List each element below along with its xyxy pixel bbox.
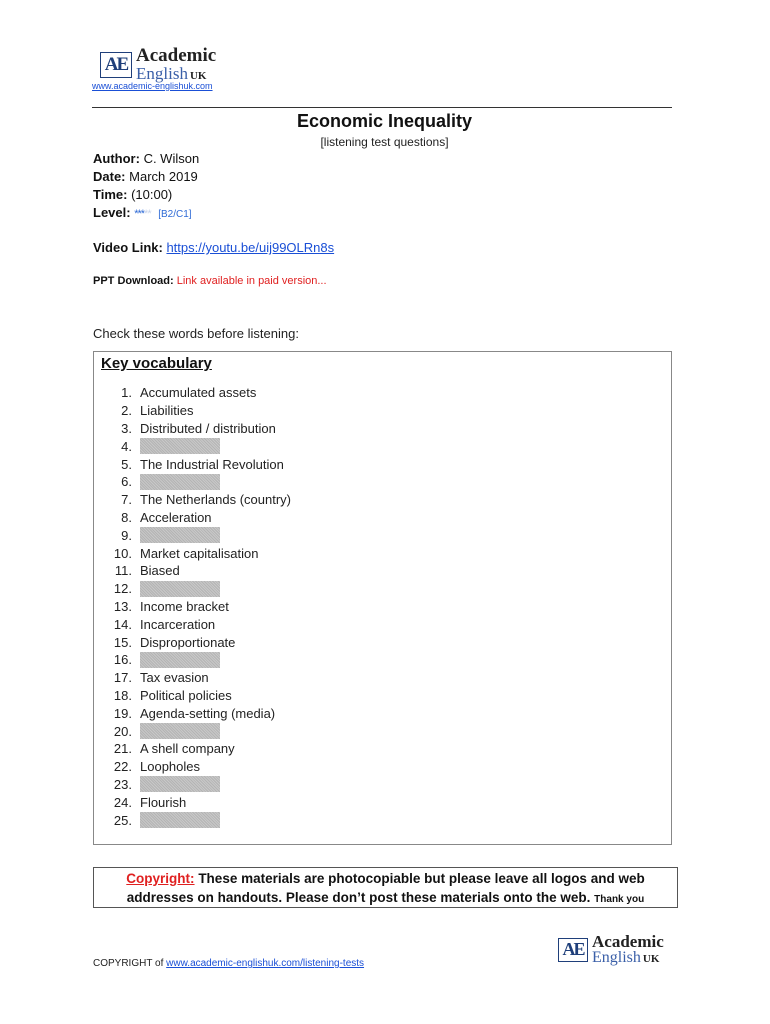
- list-item-term: A shell company: [140, 741, 235, 757]
- key-vocabulary-box: [93, 351, 672, 845]
- list-item-number: 11.: [114, 563, 132, 579]
- redacted-term: [140, 652, 220, 668]
- copyright-label: Copyright:: [126, 871, 195, 886]
- list-item: [94, 402, 671, 420]
- list-item: [94, 793, 671, 811]
- redacted-term: [140, 723, 220, 739]
- list-item: [94, 491, 671, 509]
- list-item-number: 22.: [113, 759, 132, 775]
- list-item-number: 13.: [113, 598, 132, 614]
- list-item: [94, 651, 671, 669]
- level-stars-filled: ***: [134, 208, 145, 220]
- list-item-term: The Netherlands (country): [140, 492, 292, 508]
- list-item-number: 4.: [121, 438, 132, 454]
- list-item: [94, 811, 671, 829]
- vocabulary-heading: Key vocabulary: [101, 355, 212, 372]
- video-label: Video Link:: [93, 240, 163, 255]
- list-item-term: Income bracket: [140, 598, 229, 614]
- list-item-term: Biased: [140, 563, 180, 579]
- list-item: [94, 740, 671, 758]
- list-item-number: 15.: [113, 634, 132, 650]
- list-item: [94, 384, 671, 402]
- level-value: [B2/C1]: [158, 209, 192, 220]
- logo-line1: Academic: [136, 45, 217, 66]
- time-value: (10:00): [131, 187, 173, 202]
- list-item-term: Accumulated assets: [140, 385, 257, 401]
- list-item-term: Acceleration: [140, 509, 212, 525]
- logo-line2: English: [592, 949, 641, 966]
- logo-mark: AE: [100, 52, 132, 78]
- list-item: [94, 704, 671, 722]
- list-item: [94, 455, 671, 473]
- list-item-term: Political policies: [140, 687, 232, 703]
- list-item: [94, 598, 671, 616]
- date-line: [93, 169, 198, 184]
- logo-line1: Academic: [592, 932, 664, 951]
- list-item-number: 21.: [113, 741, 132, 757]
- date-value: March 2019: [129, 169, 198, 184]
- list-item-number: 25.: [113, 812, 132, 828]
- list-item: [94, 580, 671, 598]
- list-item-number: 14.: [113, 616, 132, 632]
- list-item: [94, 615, 671, 633]
- redacted-term: [140, 812, 220, 828]
- list-item: [94, 420, 671, 438]
- redacted-term: [140, 527, 220, 543]
- list-item-number: 5.: [121, 456, 132, 472]
- level-stars-empty: **: [144, 208, 151, 220]
- list-item-number: 16.: [113, 652, 132, 668]
- list-item-term: Loopholes: [140, 759, 200, 775]
- list-item-number: 12.: [113, 581, 132, 597]
- level-label: Level:: [93, 205, 131, 220]
- list-item: [94, 758, 671, 776]
- author-label: Author:: [93, 151, 140, 166]
- academic-english-logo: [100, 46, 216, 83]
- logo-line2: English: [136, 64, 188, 83]
- list-item-number: 20.: [113, 723, 132, 739]
- list-item-number: 17.: [113, 670, 132, 686]
- list-item-number: 10.: [113, 545, 132, 561]
- list-item-term: Flourish: [140, 794, 187, 810]
- page-title: Economic Inequality: [296, 111, 473, 131]
- logo-uk: UK: [189, 70, 207, 82]
- ppt-line: [93, 275, 327, 287]
- logo-uk: UK: [642, 953, 660, 965]
- list-item: [94, 669, 671, 687]
- list-item: [94, 509, 671, 527]
- list-item-number: 8.: [121, 509, 132, 525]
- list-item: [94, 437, 671, 455]
- list-item: [94, 633, 671, 651]
- redacted-term: [140, 776, 220, 792]
- list-item: [94, 722, 671, 740]
- ppt-value: Link available in paid version...: [176, 275, 327, 287]
- list-item-number: 18.: [113, 687, 132, 703]
- list-item: [94, 687, 671, 705]
- list-item-term: Market capitalisation: [140, 545, 259, 561]
- footer: [93, 958, 364, 969]
- list-item-number: 7.: [121, 492, 132, 508]
- author-line: [93, 151, 199, 166]
- redacted-term: [140, 581, 220, 597]
- list-item-number: 6.: [121, 474, 132, 490]
- level-line: [93, 205, 192, 220]
- list-item: [94, 473, 671, 491]
- list-item-term: The Industrial Revolution: [140, 456, 284, 472]
- site-link[interactable]: www.academic-englishuk.com: [92, 81, 213, 91]
- footer-link[interactable]: www.academic-englishuk.com/listening-tests: [166, 958, 365, 969]
- list-item-number: 1.: [121, 385, 132, 401]
- intro-text: Check these words before listening:: [93, 326, 299, 341]
- list-item: [94, 562, 671, 580]
- redacted-term: [140, 438, 220, 454]
- ppt-label: PPT Download:: [93, 275, 174, 287]
- video-line: [93, 240, 334, 255]
- author-value: C. Wilson: [143, 151, 200, 166]
- list-item-term: Tax evasion: [140, 670, 209, 686]
- list-item-number: 3.: [121, 420, 132, 436]
- list-item: [94, 526, 671, 544]
- header-rule: [92, 107, 672, 108]
- vocabulary-list: [94, 384, 671, 829]
- academic-english-logo-footer: [558, 933, 664, 966]
- list-item-number: 19.: [113, 705, 132, 721]
- list-item-term: Disproportionate: [140, 634, 236, 650]
- list-item: [94, 544, 671, 562]
- list-item: [94, 776, 671, 794]
- time-label: Time:: [93, 187, 128, 202]
- copyright-text: These materials are photocopiable but please leave all logos and web addresses on handouts. Please don’t post these materials onto the web.: [126, 871, 645, 905]
- list-item-term: Distributed / distribution: [140, 420, 276, 436]
- redacted-term: [140, 474, 220, 490]
- list-item-number: 9.: [121, 527, 132, 543]
- list-item-number: 23.: [113, 776, 132, 792]
- footer-prefix: COPYRIGHT of: [93, 958, 167, 969]
- copyright-thanks: Thank you: [594, 894, 645, 905]
- list-item-number: 24.: [113, 794, 132, 810]
- time-line: [93, 187, 172, 202]
- logo-mark: AE: [558, 938, 588, 962]
- list-item-term: Liabilities: [140, 403, 194, 419]
- video-link[interactable]: https://youtu.be/uij99OLRn8s: [166, 240, 335, 255]
- date-label: Date:: [93, 169, 126, 184]
- list-item-number: 2.: [121, 403, 132, 419]
- copyright-notice: [93, 867, 678, 908]
- list-item-term: Agenda-setting (media): [140, 705, 276, 721]
- page-subtitle: [listening test questions]: [320, 135, 449, 149]
- list-item-term: Incarceration: [140, 616, 216, 632]
